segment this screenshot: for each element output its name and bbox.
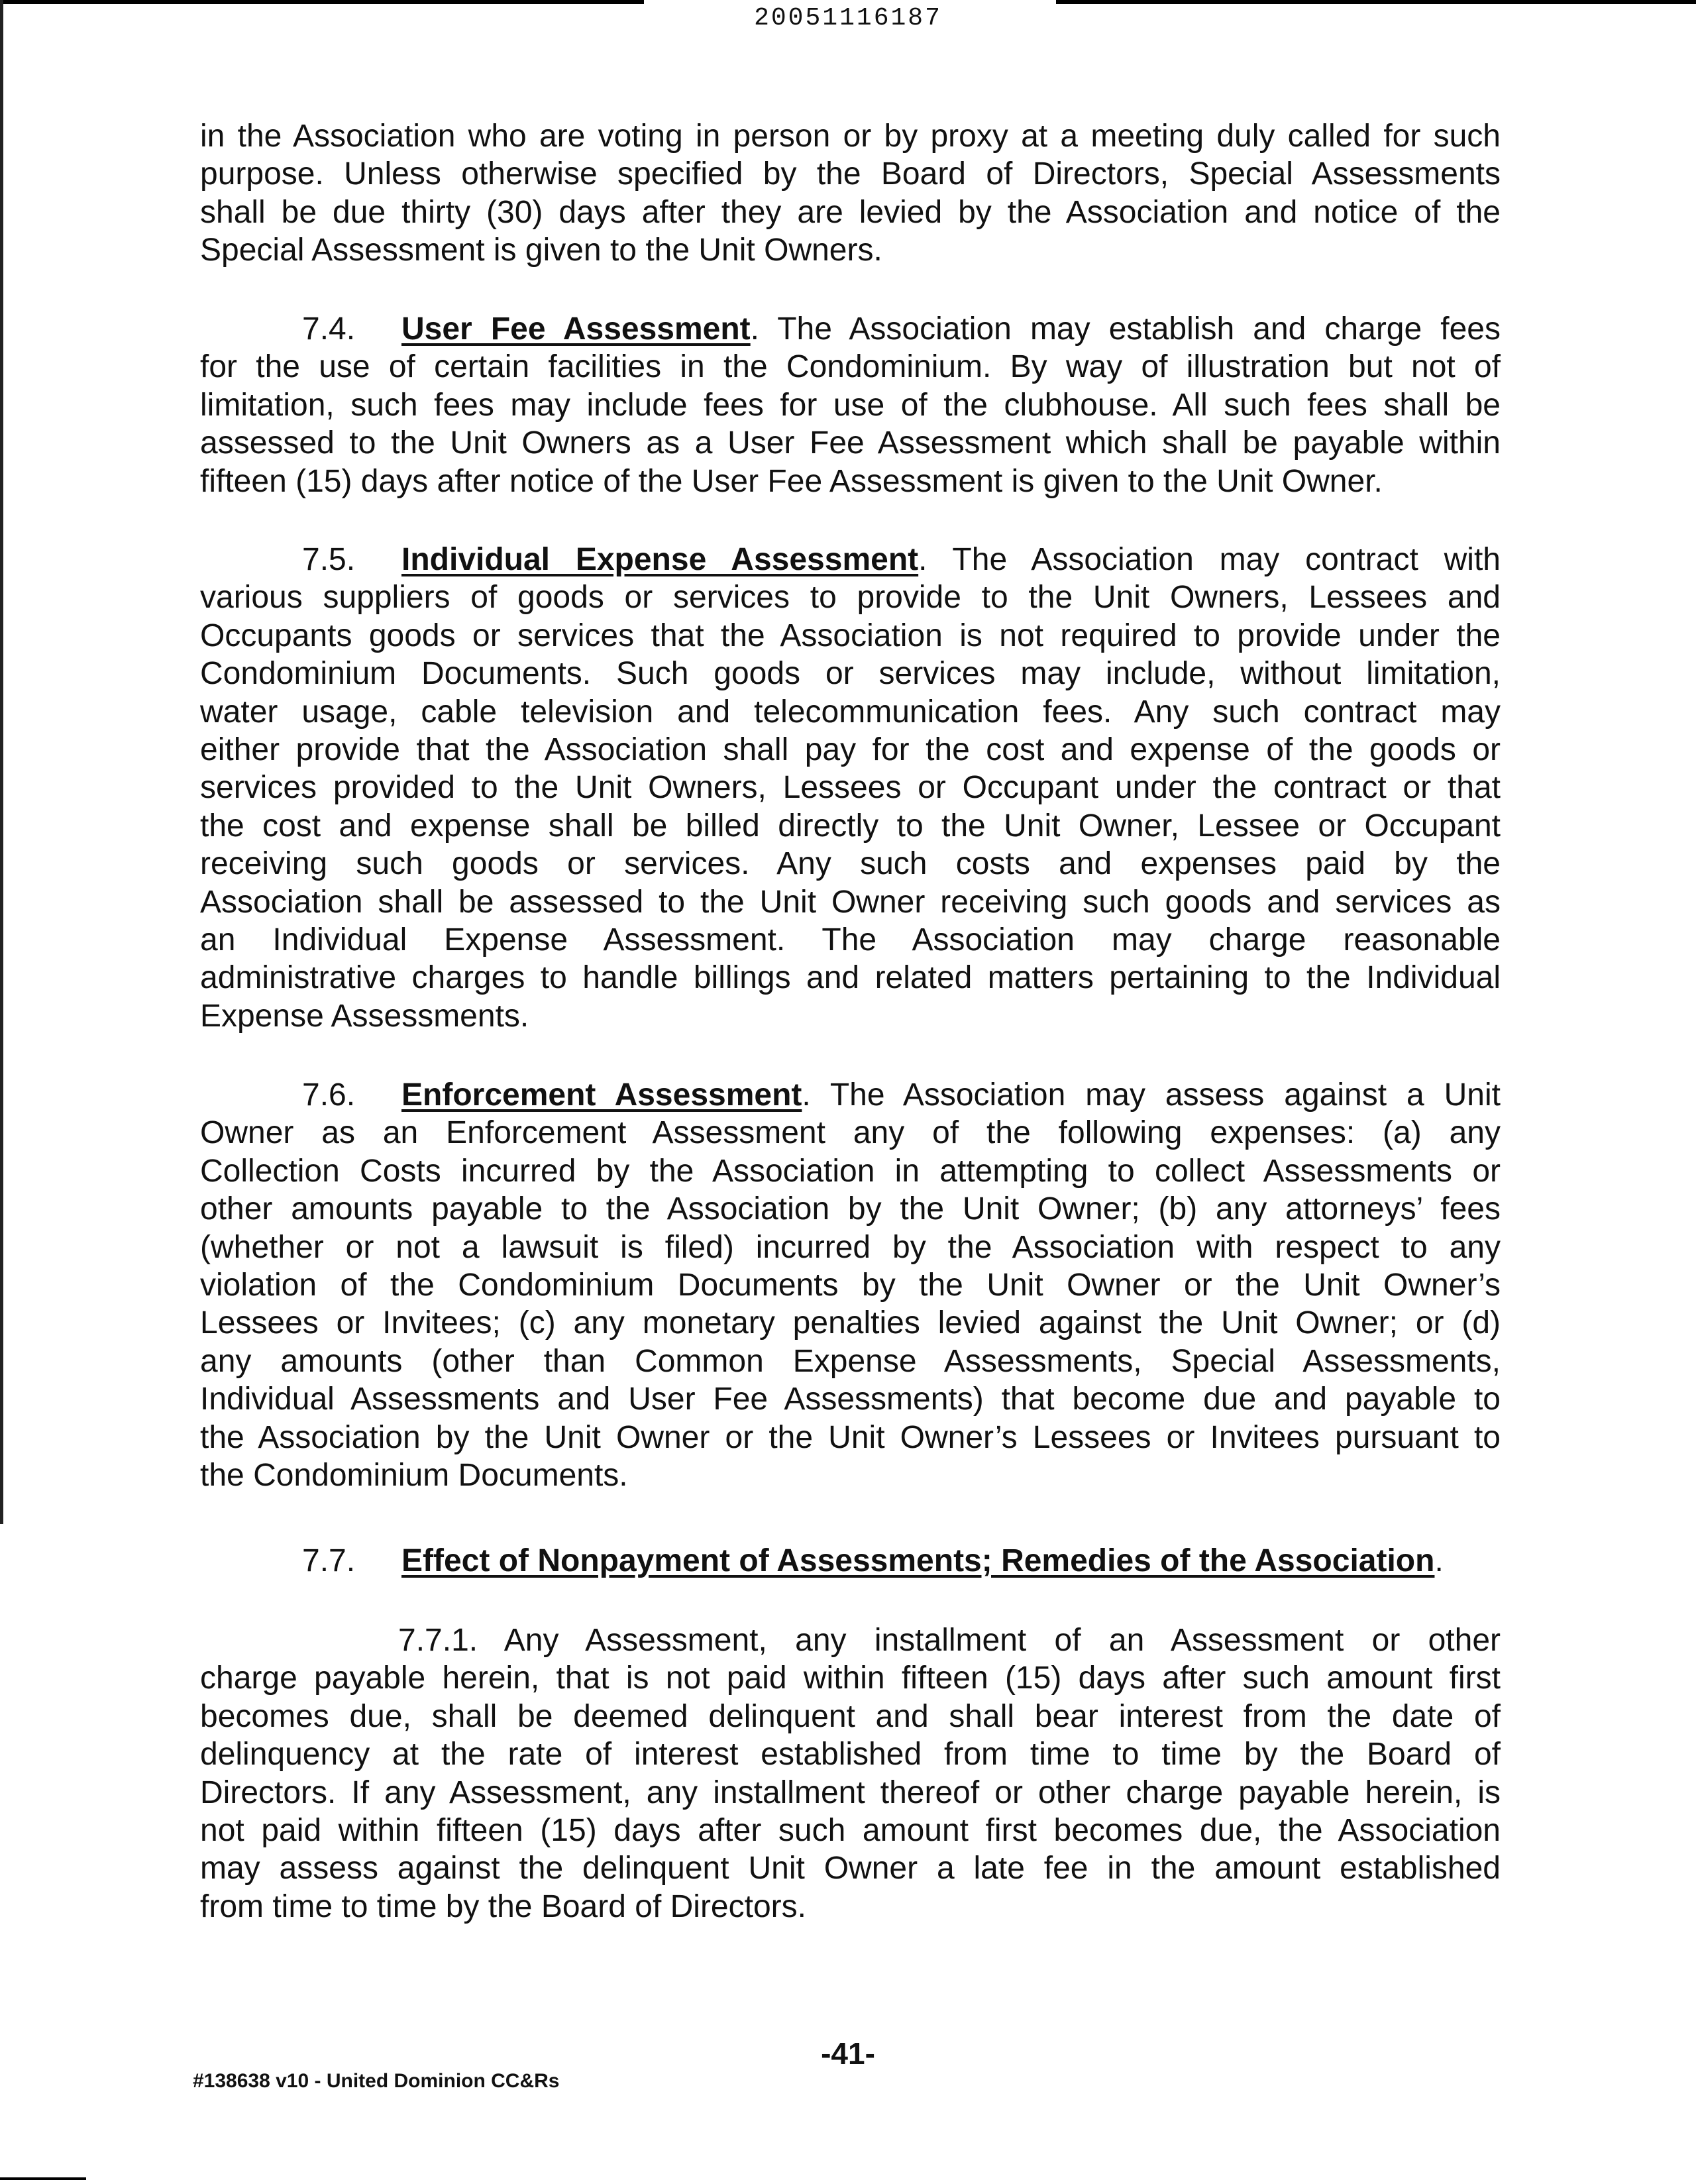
paragraph-continuation — [200, 117, 1501, 270]
section-7-4 — [200, 310, 1501, 500]
section-heading-line — [302, 1542, 1501, 1580]
footer-doc-reference: #138638 v10 - United Dominion CC&Rs — [193, 2070, 560, 2092]
text-line: not paid within fifteen (15) days after such amount first becomes due, the Association — [200, 1812, 1501, 1848]
text-line: violation of the Condominium Documents by the Unit Owner or the Unit Owner’s — [200, 1267, 1501, 1303]
section-7-5 — [200, 541, 1501, 1035]
text-line: administrative charges to handle billings and related matters pertaining to the Individual — [200, 960, 1501, 996]
section-number: 7.7. — [302, 1543, 356, 1578]
text-line: fifteen (15) days after notice of the User Fee Assessment is given to the Unit Owner. — [200, 463, 1383, 499]
section-heading-line — [302, 541, 1501, 578]
text-line: charge payable herein, that is not paid within fifteen (15) days after such amount first — [200, 1661, 1501, 1696]
section-text: . — [1434, 1543, 1444, 1578]
text-line: any amounts (other than Common Expense Assessments, Special Assessments, — [200, 1343, 1501, 1379]
text-line: Condominium Documents. Such goods or services may include, without limitation, — [200, 656, 1501, 692]
text-line: Collection Costs incurred by the Association in attempting to collect Assessments or — [200, 1153, 1501, 1189]
text-line: from time to time by the Board of Directors. — [200, 1888, 806, 1924]
page-number: -41- — [821, 2036, 875, 2071]
text-line: receiving such goods or services. Any such costs and expenses paid by the — [200, 846, 1501, 882]
section-7-6 — [200, 1076, 1501, 1494]
section-title: Effect of Nonpayment of Assessments; Remedies of the Association — [401, 1543, 1435, 1578]
section-title: User Fee Assessment — [401, 311, 751, 347]
text-line: Individual Assessments and User Fee Assessments) that become due and payable to — [200, 1382, 1501, 1417]
text-line: 7.7.1. Any Assessment, any installment of an Assessment or other — [398, 1623, 1501, 1658]
text-line: Owner as an Enforcement Assessment any of the following expenses: (a) any — [200, 1115, 1501, 1151]
section-heading-line — [302, 1076, 1501, 1114]
text-line: delinquency at the rate of interest established from time to time by the Board of — [200, 1737, 1501, 1773]
text-line: may assess against the delinquent Unit Owner a late fee in the amount established — [200, 1851, 1501, 1886]
section-heading-line — [302, 310, 1501, 348]
text-line: for the use of certain facilities in the Condominium. By way of illustration but not of — [200, 349, 1501, 385]
section-title: Enforcement Assessment — [401, 1077, 802, 1113]
text-line: shall be due thirty (30) days after they are levied by the Association and notice of the — [200, 194, 1501, 230]
section-number: 7.6. — [302, 1077, 356, 1113]
text-line: an Individual Expense Assessment. The Association may charge reasonable — [200, 922, 1501, 957]
section-text: . The Association may assess against a Unit — [802, 1077, 1501, 1113]
scan-artifact — [0, 2177, 86, 2180]
text-line: the Association by the Unit Owner or the Unit Owner’s Lessees or Invitees pursuant to — [200, 1419, 1501, 1455]
text-line: Occupants goods or services that the Association is not required to provide under the — [200, 618, 1501, 653]
text-line: Lessees or Invitees; (c) any monetary penalties levied against the Unit Owner; or (d) — [200, 1305, 1501, 1341]
text-line: other amounts payable to the Association by the Unit Owner; (b) any attorneys’ fees — [200, 1191, 1501, 1227]
text-line: Special Assessment is given to the Unit Owners. — [200, 233, 882, 268]
text-line: the Condominium Documents. — [200, 1457, 628, 1493]
text-line: assessed to the Unit Owners as a User Fee Assessment which shall be payable within — [200, 425, 1501, 461]
text-line: Directors. If any Assessment, any installment thereof or other charge payable herein, is — [200, 1774, 1501, 1810]
section-text: . The Association may establish and charge fees — [750, 311, 1501, 347]
text-line: either provide that the Association shall pay for the cost and expense of the goods or — [200, 732, 1501, 767]
text-line: Association shall be assessed to the Unit Owner receiving such goods and services as — [200, 884, 1501, 920]
section-number: 7.5. — [302, 542, 356, 577]
scan-border-left — [0, 0, 3, 1524]
text-line: becomes due, shall be deemed delinquent and shall bear interest from the date of — [200, 1698, 1501, 1734]
text-line: various suppliers of goods or services to provide to the Unit Owners, Lessees and — [200, 580, 1501, 616]
section-number: 7.4. — [302, 311, 356, 347]
section-7-7 — [200, 1542, 1501, 1580]
document-id: 20051116187 — [754, 4, 942, 32]
text-line: Expense Assessments. — [200, 998, 529, 1034]
text-line: purpose. Unless otherwise specified by the Board of Directors, Special Assessments — [200, 156, 1501, 192]
text-line: in the Association who are voting in person or by proxy at a meeting duly called for such — [200, 119, 1501, 154]
text-line: water usage, cable television and telecommunication fees. Any such contract may — [200, 694, 1501, 730]
section-7-7-1 — [200, 1621, 1501, 1926]
text-line: (whether or not a lawsuit is filed) incurred by the Association with respect to any — [200, 1229, 1501, 1265]
section-title: Individual Expense Assessment — [401, 542, 919, 577]
text-line: limitation, such fees may include fees for use of the clubhouse. All such fees shall be — [200, 387, 1501, 423]
text-line: the cost and expense shall be billed directly to the Unit Owner, Lessee or Occupant — [200, 808, 1501, 844]
section-text: . The Association may contract with — [918, 542, 1501, 577]
text-line: services provided to the Unit Owners, Lessees or Occupant under the contract or that — [200, 770, 1501, 806]
